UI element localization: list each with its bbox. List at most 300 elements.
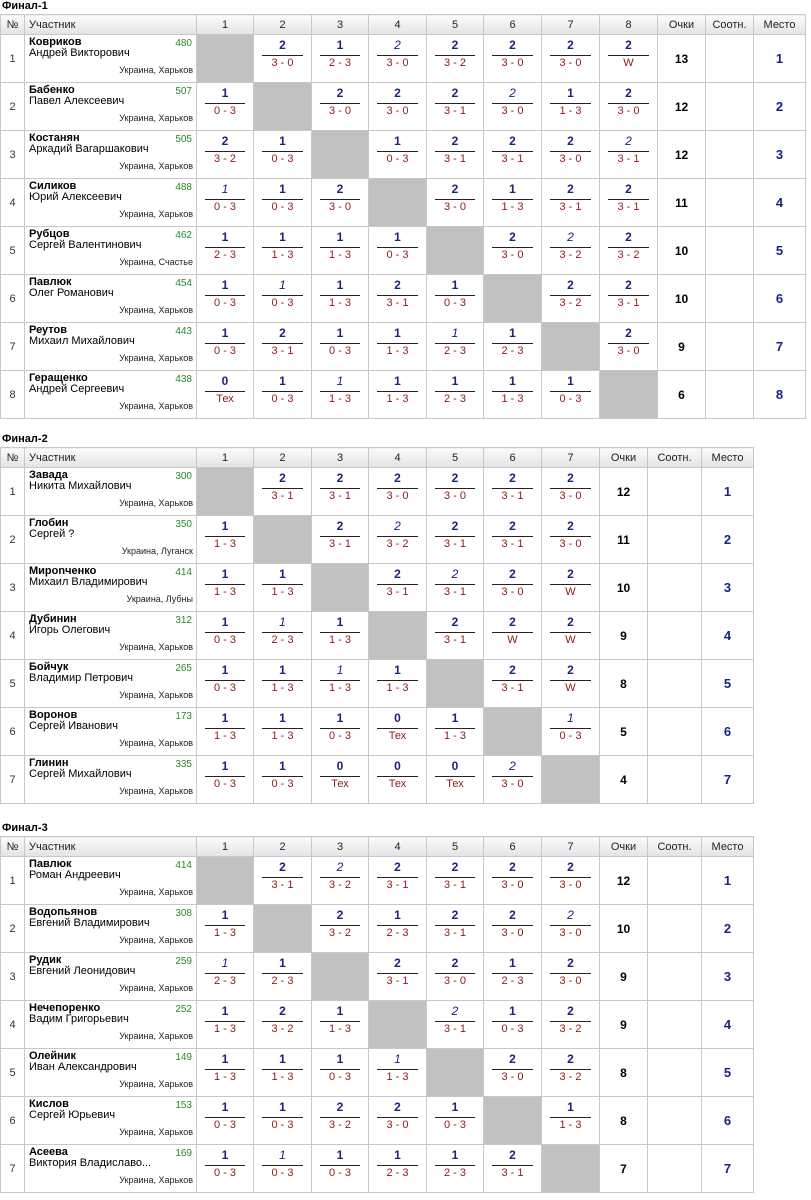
result-cell[interactable]: [197, 1097, 254, 1145]
result-cell[interactable]: [369, 708, 427, 756]
participant-cell[interactable]: [25, 323, 197, 371]
result-cell[interactable]: [542, 708, 600, 756]
result-cell[interactable]: [484, 35, 542, 83]
match-points: 2: [451, 471, 459, 485]
result-cell[interactable]: [369, 371, 427, 419]
result-divider: [320, 728, 360, 729]
result-cell[interactable]: [197, 227, 254, 275]
result-cell[interactable]: [197, 905, 254, 953]
header-opponent-5: 5: [427, 15, 484, 35]
result-cell[interactable]: [542, 227, 600, 275]
result-cell[interactable]: [427, 516, 484, 564]
header-place: Место: [702, 837, 754, 857]
participant-cell[interactable]: [25, 708, 197, 756]
self-cell: [484, 708, 542, 756]
result-cell[interactable]: [600, 323, 658, 371]
match-score: 3 - 2: [328, 927, 351, 939]
table-row: [1, 1145, 754, 1193]
match-points: 1: [394, 1052, 401, 1066]
participant-surname[interactable]: Силиков: [29, 180, 77, 192]
participant-cell[interactable]: [25, 1097, 197, 1145]
result-cell[interactable]: [542, 612, 600, 660]
match-points: 2: [336, 519, 344, 533]
participant-rating: 443: [175, 326, 192, 337]
result-cell[interactable]: [312, 83, 369, 131]
result-cell[interactable]: [369, 857, 427, 905]
participant-surname[interactable]: Павлюк: [29, 276, 72, 288]
participant-cell[interactable]: [25, 1145, 197, 1193]
result-cell[interactable]: [427, 275, 484, 323]
result-divider: [320, 1069, 360, 1070]
match-score: 0 - 3: [213, 201, 236, 213]
result-cell[interactable]: [542, 905, 600, 953]
result-cell[interactable]: [312, 660, 369, 708]
result-cell[interactable]: [427, 953, 484, 1001]
participant-city: Украина, Харьков: [119, 935, 193, 945]
table-row: [1, 275, 806, 323]
result-cell[interactable]: [197, 275, 254, 323]
participant-cell[interactable]: [25, 83, 197, 131]
result-cell[interactable]: [312, 35, 369, 83]
result-divider: [435, 295, 475, 296]
row-number: 8: [1, 371, 25, 419]
participant-surname[interactable]: Воронов: [29, 709, 78, 721]
participant-surname[interactable]: Водопьянов: [29, 906, 98, 918]
result-cell[interactable]: [254, 564, 312, 612]
result-cell[interactable]: [542, 516, 600, 564]
header-no: №: [1, 837, 25, 857]
result-cell[interactable]: [484, 953, 542, 1001]
result-cell[interactable]: [369, 468, 427, 516]
result-cell[interactable]: [542, 564, 600, 612]
result-cell[interactable]: [312, 1145, 369, 1193]
participant-cell[interactable]: [25, 227, 197, 275]
result-cell[interactable]: [542, 953, 600, 1001]
result-cell[interactable]: [369, 131, 427, 179]
result-divider: [262, 632, 303, 633]
final-place: 3: [702, 564, 754, 612]
participant-cell[interactable]: [25, 1001, 197, 1049]
result-cell[interactable]: [312, 371, 369, 419]
participant-surname[interactable]: Кислов: [29, 1098, 69, 1110]
participant-rating: 169: [175, 1148, 192, 1159]
result-cell[interactable]: [254, 227, 312, 275]
table-row: [1, 756, 754, 804]
participant-cell[interactable]: [25, 953, 197, 1001]
result-cell[interactable]: [369, 1049, 427, 1097]
table-row: [1, 83, 806, 131]
result-cell[interactable]: [197, 131, 254, 179]
match-score: Тех: [216, 393, 234, 405]
result-cell[interactable]: [484, 564, 542, 612]
result-cell[interactable]: [197, 612, 254, 660]
result-cell[interactable]: [312, 612, 369, 660]
result-divider: [492, 1165, 533, 1166]
participant-cell[interactable]: [25, 516, 197, 564]
result-cell[interactable]: [542, 371, 600, 419]
result-cell[interactable]: [197, 564, 254, 612]
result-cell[interactable]: [600, 275, 658, 323]
result-cell[interactable]: [197, 1145, 254, 1193]
result-divider: [377, 728, 418, 729]
result-cell[interactable]: [254, 1145, 312, 1193]
participant-cell[interactable]: [25, 131, 197, 179]
match-points: 1: [509, 374, 516, 388]
match-points: 2: [509, 519, 516, 533]
match-score: 0 - 3: [443, 1119, 466, 1131]
participant-surname[interactable]: Костанян: [29, 132, 80, 144]
result-cell[interactable]: [542, 83, 600, 131]
participant-cell[interactable]: [25, 275, 197, 323]
participant-surname[interactable]: Рубцов: [29, 228, 70, 240]
result-cell[interactable]: [254, 708, 312, 756]
result-cell[interactable]: [197, 1001, 254, 1049]
match-points: 2: [509, 860, 516, 874]
participant-cell[interactable]: [25, 905, 197, 953]
result-cell[interactable]: [427, 1097, 484, 1145]
self-cell: [600, 371, 658, 419]
result-cell[interactable]: [312, 275, 369, 323]
result-cell[interactable]: [484, 660, 542, 708]
result-cell[interactable]: [254, 468, 312, 516]
match-points: 1: [221, 711, 229, 725]
result-cell[interactable]: [369, 905, 427, 953]
match-score: 3 - 0: [501, 778, 524, 790]
participant-rating: 252: [175, 1004, 192, 1015]
result-cell[interactable]: [484, 227, 542, 275]
match-points: 2: [394, 278, 401, 292]
result-cell[interactable]: [427, 468, 484, 516]
result-cell[interactable]: [484, 1049, 542, 1097]
result-cell[interactable]: [427, 756, 484, 804]
result-cell[interactable]: [197, 323, 254, 371]
participant-surname[interactable]: Геращенко: [29, 372, 88, 384]
result-divider: [435, 391, 475, 392]
match-score: 0 - 3: [213, 1119, 236, 1131]
result-cell[interactable]: [254, 275, 312, 323]
match-points: 1: [279, 663, 286, 677]
result-cell[interactable]: [254, 371, 312, 419]
result-cell[interactable]: [369, 227, 427, 275]
ratio-cell: [706, 35, 754, 83]
participant-cell[interactable]: [25, 564, 197, 612]
result-cell[interactable]: [427, 35, 484, 83]
result-cell[interactable]: [484, 371, 542, 419]
match-score: Тех: [388, 730, 407, 742]
total-points: 9: [600, 953, 648, 1001]
row-number: 4: [1, 612, 25, 660]
participant-city: Украина, Харьков: [119, 498, 193, 508]
result-cell[interactable]: [369, 275, 427, 323]
result-cell[interactable]: [427, 857, 484, 905]
result-cell[interactable]: [484, 1145, 542, 1193]
match-points: 2: [567, 663, 574, 677]
match-points: 2: [336, 182, 344, 196]
result-cell[interactable]: [312, 323, 369, 371]
participant-cell[interactable]: [25, 756, 197, 804]
standings-table: [0, 836, 754, 1193]
result-cell[interactable]: [254, 1001, 312, 1049]
result-cell[interactable]: [600, 227, 658, 275]
match-points: 1: [336, 615, 344, 629]
result-cell[interactable]: [427, 131, 484, 179]
result-cell[interactable]: [369, 516, 427, 564]
result-cell[interactable]: [254, 660, 312, 708]
participant-surname[interactable]: Нечепоренко: [29, 1002, 101, 1014]
result-divider: [320, 776, 360, 777]
result-divider: [320, 247, 360, 248]
participant-cell[interactable]: [25, 660, 197, 708]
self-cell: [369, 612, 427, 660]
result-cell[interactable]: [197, 953, 254, 1001]
result-cell[interactable]: [484, 516, 542, 564]
result-cell[interactable]: [369, 953, 427, 1001]
match-score: 3 - 2: [271, 1023, 294, 1035]
participant-surname[interactable]: Завада: [29, 469, 68, 481]
match-score: 1 - 3: [443, 730, 466, 742]
result-cell[interactable]: [600, 35, 658, 83]
self-cell: [369, 1001, 427, 1049]
result-cell[interactable]: [427, 1145, 484, 1193]
result-cell[interactable]: [197, 179, 254, 227]
result-cell[interactable]: [542, 857, 600, 905]
result-divider: [262, 728, 303, 729]
participant-full-name: Аркадий Вагаршакович: [29, 143, 149, 155]
participant-cell[interactable]: [25, 612, 197, 660]
participant-surname[interactable]: Бойчук: [29, 661, 69, 673]
ratio-cell: [648, 468, 702, 516]
match-score: 0 - 3: [443, 297, 466, 309]
result-cell[interactable]: [542, 660, 600, 708]
participant-cell[interactable]: [25, 468, 197, 516]
result-divider: [492, 632, 533, 633]
result-cell[interactable]: [369, 1097, 427, 1145]
participant-surname[interactable]: Олейник: [29, 1050, 77, 1062]
result-cell[interactable]: [197, 371, 254, 419]
participant-cell[interactable]: [25, 35, 197, 83]
participant-rating: 265: [175, 663, 192, 674]
participant-surname[interactable]: Дубинин: [29, 613, 77, 625]
result-cell[interactable]: [254, 323, 312, 371]
participant-full-name: Сергей Валентинович: [29, 239, 142, 251]
row-number: 2: [1, 516, 25, 564]
final-place: 5: [754, 227, 806, 275]
header-opponent-7: 7: [542, 15, 600, 35]
match-score: 1 - 3: [386, 345, 409, 357]
participant-rating: 259: [175, 956, 192, 967]
result-cell[interactable]: [484, 83, 542, 131]
participant-surname[interactable]: Рудик: [29, 954, 62, 966]
result-cell[interactable]: [600, 131, 658, 179]
result-cell[interactable]: [484, 905, 542, 953]
row-number: 7: [1, 1145, 25, 1193]
match-points: 1: [279, 956, 286, 970]
result-cell[interactable]: [254, 35, 312, 83]
header-ratio: Соотн.: [648, 448, 702, 468]
result-divider: [205, 632, 245, 633]
result-cell[interactable]: [542, 35, 600, 83]
self-cell: [197, 35, 254, 83]
result-cell[interactable]: [254, 1097, 312, 1145]
result-cell[interactable]: [312, 1001, 369, 1049]
result-cell[interactable]: [484, 612, 542, 660]
result-cell[interactable]: [254, 857, 312, 905]
result-cell[interactable]: [600, 83, 658, 131]
result-cell[interactable]: [369, 35, 427, 83]
participant-cell[interactable]: [25, 179, 197, 227]
participant-rating: 335: [175, 759, 192, 770]
result-cell[interactable]: [197, 708, 254, 756]
match-points: 2: [336, 908, 344, 922]
result-cell[interactable]: [312, 227, 369, 275]
header-opponent-1: 1: [197, 448, 254, 468]
result-cell[interactable]: [427, 371, 484, 419]
result-cell[interactable]: [427, 179, 484, 227]
result-cell[interactable]: [369, 660, 427, 708]
result-cell[interactable]: [254, 131, 312, 179]
result-cell[interactable]: [600, 179, 658, 227]
match-points: 1: [336, 374, 344, 388]
result-cell[interactable]: [542, 1097, 600, 1145]
total-points: 8: [600, 1049, 648, 1097]
match-points: 2: [221, 134, 229, 148]
result-cell[interactable]: [427, 1001, 484, 1049]
result-cell[interactable]: [312, 179, 369, 227]
result-cell[interactable]: [427, 905, 484, 953]
total-points: 12: [600, 468, 648, 516]
result-cell[interactable]: [484, 1001, 542, 1049]
participant-surname[interactable]: Асеева: [29, 1146, 68, 1158]
match-score: 3 - 1: [271, 879, 294, 891]
result-cell[interactable]: [254, 756, 312, 804]
participant-surname[interactable]: Мирonченко: [29, 565, 97, 577]
result-cell[interactable]: [254, 953, 312, 1001]
result-cell[interactable]: [312, 708, 369, 756]
result-cell[interactable]: [254, 612, 312, 660]
total-points: 13: [658, 35, 706, 83]
match-points: 2: [567, 230, 574, 244]
result-cell[interactable]: [542, 275, 600, 323]
result-cell[interactable]: [484, 179, 542, 227]
participant-full-name: Евгений Леонидович: [29, 965, 136, 977]
ratio-cell: [648, 612, 702, 660]
result-cell[interactable]: [312, 857, 369, 905]
match-score: 3 - 0: [501, 57, 524, 69]
final-place: 1: [702, 857, 754, 905]
result-cell[interactable]: [312, 1097, 369, 1145]
result-divider: [377, 391, 418, 392]
participant-cell[interactable]: [25, 857, 197, 905]
match-score: 3 - 1: [443, 586, 466, 598]
result-cell[interactable]: [197, 1049, 254, 1097]
match-score: W: [507, 634, 518, 646]
match-score: 3 - 1: [386, 586, 409, 598]
result-cell[interactable]: [427, 564, 484, 612]
result-cell[interactable]: [369, 564, 427, 612]
result-cell[interactable]: [197, 660, 254, 708]
result-divider: [320, 877, 360, 878]
result-cell[interactable]: [427, 708, 484, 756]
result-cell[interactable]: [542, 468, 600, 516]
participant-surname[interactable]: Глинин: [29, 757, 69, 769]
result-cell[interactable]: [484, 323, 542, 371]
participant-surname[interactable]: Бабенко: [29, 84, 75, 96]
match-points: 1: [221, 230, 229, 244]
header-opponent-3: 3: [312, 448, 369, 468]
result-divider: [377, 295, 418, 296]
result-cell[interactable]: [369, 1145, 427, 1193]
result-cell[interactable]: [542, 1049, 600, 1097]
match-score: 2 - 3: [501, 345, 524, 357]
match-score: 2 - 3: [271, 634, 294, 646]
result-cell[interactable]: [254, 1049, 312, 1097]
result-cell[interactable]: [484, 756, 542, 804]
participant-surname[interactable]: Павлюк: [29, 858, 72, 870]
self-cell: [197, 857, 254, 905]
result-divider: [205, 1021, 245, 1022]
result-divider: [205, 1069, 245, 1070]
participant-surname[interactable]: Реутов: [29, 324, 68, 336]
match-points: 2: [567, 519, 574, 533]
result-cell[interactable]: [369, 83, 427, 131]
result-cell[interactable]: [427, 323, 484, 371]
result-cell[interactable]: [197, 83, 254, 131]
result-cell[interactable]: [312, 905, 369, 953]
final-section: [0, 0, 806, 419]
match-points: 1: [336, 230, 344, 244]
match-score: 3 - 1: [386, 297, 409, 309]
participant-surname[interactable]: Глобин: [29, 517, 69, 529]
match-score: 3 - 1: [559, 201, 582, 213]
self-cell: [427, 1049, 484, 1097]
result-cell[interactable]: [484, 131, 542, 179]
result-cell[interactable]: [312, 516, 369, 564]
result-cell[interactable]: [312, 756, 369, 804]
self-cell: [484, 1097, 542, 1145]
result-cell[interactable]: [369, 323, 427, 371]
header-opponent-5: 5: [427, 837, 484, 857]
participant-cell[interactable]: [25, 1049, 197, 1097]
result-cell[interactable]: [197, 516, 254, 564]
ratio-cell: [706, 131, 754, 179]
match-points: 2: [567, 956, 574, 970]
result-cell[interactable]: [254, 179, 312, 227]
result-cell[interactable]: [542, 179, 600, 227]
participant-city: Украина, Харьков: [119, 113, 193, 123]
result-cell[interactable]: [427, 612, 484, 660]
result-cell[interactable]: [197, 756, 254, 804]
header-ratio: Соотн.: [648, 837, 702, 857]
participant-cell[interactable]: [25, 371, 197, 419]
match-score: 1 - 3: [271, 586, 294, 598]
result-cell[interactable]: [369, 756, 427, 804]
result-cell[interactable]: [312, 1049, 369, 1097]
result-cell[interactable]: [427, 83, 484, 131]
match-score: 3 - 0: [501, 249, 524, 261]
result-cell[interactable]: [542, 131, 600, 179]
result-cell[interactable]: [484, 468, 542, 516]
ratio-cell: [648, 1049, 702, 1097]
result-divider: [262, 295, 303, 296]
match-score: 3 - 2: [559, 249, 582, 261]
result-cell[interactable]: [484, 857, 542, 905]
participant-surname[interactable]: Ковриков: [29, 36, 82, 48]
result-cell[interactable]: [312, 468, 369, 516]
result-cell[interactable]: [542, 1001, 600, 1049]
table-row: [1, 179, 806, 227]
participant-rating: 480: [175, 38, 192, 49]
match-score: 3 - 1: [271, 345, 294, 357]
